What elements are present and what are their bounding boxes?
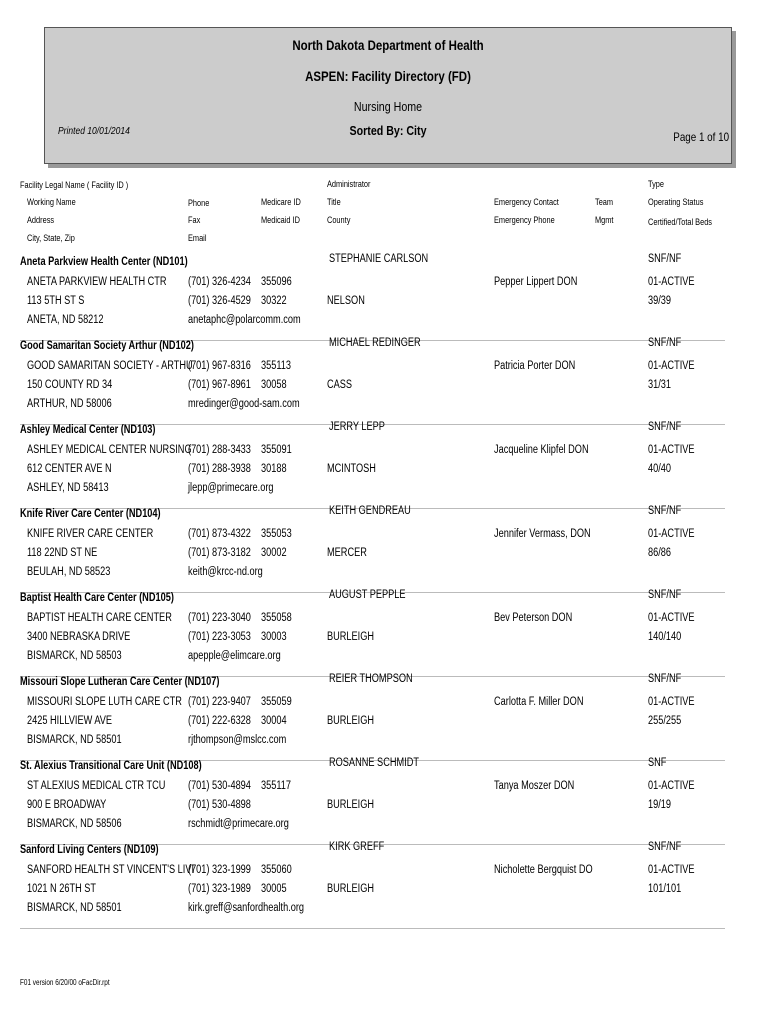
col-administrator: Administrator xyxy=(327,179,371,189)
city-state-zip: BISMARCK, ND 58501 xyxy=(27,902,122,914)
email: anetaphc@polarcomm.com xyxy=(188,314,301,326)
facility-legal-name: Ashley Medical Center (ND103) xyxy=(20,424,156,436)
certified-beds: 255/255 xyxy=(648,715,682,727)
address: 3400 NEBRASKA DRIVE xyxy=(27,631,131,643)
facility-legal-name: Missouri Slope Lutheran Care Center (ND107) xyxy=(20,676,220,688)
operating-status: 01-ACTIVE xyxy=(648,528,695,540)
medicaid-id: 30003 xyxy=(261,631,287,643)
medicaid-id: 30188 xyxy=(261,463,287,475)
emergency-contact: Jacqueline Klipfel DON xyxy=(494,444,589,456)
email: jlepp@primecare.org xyxy=(188,482,274,494)
medicare-id: 355053 xyxy=(261,528,292,540)
col-legal-name: Facility Legal Name ( Facility ID ) xyxy=(20,180,129,190)
email: mredinger@good-sam.com xyxy=(188,398,300,410)
city-state-zip: BISMARCK, ND 58501 xyxy=(27,734,122,746)
facility-type-code: SNF/NF xyxy=(648,421,682,433)
address: 2425 HILLVIEW AVE xyxy=(27,715,113,727)
certified-beds: 39/39 xyxy=(648,295,672,307)
medicaid-id: 30004 xyxy=(261,715,287,727)
administrator: ROSANNE SCHMIDT xyxy=(329,757,419,769)
phone: (701) 967-8316 xyxy=(188,360,251,372)
report-footer: F01 version 6/20/00 oFacDir.rpt xyxy=(20,978,110,987)
certified-beds: 140/140 xyxy=(648,631,682,643)
county: BURLEIGH xyxy=(327,883,375,895)
email: rschmidt@primecare.org xyxy=(188,818,289,830)
facility-type-code: SNF/NF xyxy=(648,589,682,601)
facility-record xyxy=(20,337,725,425)
emergency-contact: Bev Peterson DON xyxy=(494,612,573,624)
county: MCINTOSH xyxy=(327,463,376,475)
county: BURLEIGH xyxy=(327,715,375,727)
facility-legal-name: Good Samaritan Society Arthur (ND102) xyxy=(20,340,194,352)
county: CASS xyxy=(327,379,353,391)
working-name: ANETA PARKVIEW HEALTH CTR xyxy=(27,276,167,288)
city-state-zip: BEULAH, ND 58523 xyxy=(27,566,111,578)
phone: (701) 873-4322 xyxy=(188,528,251,540)
facility-type: Nursing Home xyxy=(353,99,423,114)
email: keith@krcc-nd.org xyxy=(188,566,263,578)
col-title: Title xyxy=(327,197,341,207)
administrator: STEPHANIE CARLSON xyxy=(329,253,429,265)
report-subtitle: ASPEN: Facility Directory (FD) xyxy=(305,68,471,84)
administrator: AUGUST PEPPLE xyxy=(329,589,406,601)
facility-legal-name: Aneta Parkview Health Center (ND101) xyxy=(20,256,188,268)
page-number: Page 1 of 10 xyxy=(673,130,729,144)
working-name: ASHLEY MEDICAL CENTER NURSING xyxy=(27,444,192,456)
fax: (701) 288-3938 xyxy=(188,463,251,475)
email: apepple@elimcare.org xyxy=(188,650,281,662)
emergency-contact: Patricia Porter DON xyxy=(494,360,576,372)
medicare-id: 355096 xyxy=(261,276,292,288)
county: BURLEIGH xyxy=(327,799,375,811)
col-emergency-contact: Emergency Contact xyxy=(494,197,559,207)
operating-status: 01-ACTIVE xyxy=(648,696,695,708)
col-mgmt: Mgmt xyxy=(595,215,614,225)
phone: (701) 223-3040 xyxy=(188,612,251,624)
printed-date: Printed 10/01/2014 xyxy=(58,126,130,137)
facility-record xyxy=(20,841,725,929)
city-state-zip: ANETA, ND 58212 xyxy=(27,314,104,326)
operating-status: 01-ACTIVE xyxy=(648,360,695,372)
facility-legal-name: Baptist Health Care Center (ND105) xyxy=(20,592,174,604)
medicare-id: 355113 xyxy=(261,360,292,372)
facility-type-code: SNF/NF xyxy=(648,505,682,517)
col-medicare-id: Medicare ID xyxy=(261,197,301,207)
medicare-id: 355117 xyxy=(261,780,292,792)
certified-beds: 19/19 xyxy=(648,799,672,811)
administrator: KEITH GENDREAU xyxy=(329,505,411,517)
email: kirk.greff@sanfordhealth.org xyxy=(188,902,305,914)
col-type: Type xyxy=(648,179,665,189)
address: 150 COUNTY RD 34 xyxy=(27,379,113,391)
emergency-contact: Carlotta F. Miller DON xyxy=(494,696,584,708)
medicaid-id: 30002 xyxy=(261,547,287,559)
phone: (701) 530-4894 xyxy=(188,780,251,792)
certified-beds: 40/40 xyxy=(648,463,672,475)
col-fax: Fax xyxy=(188,215,201,225)
col-operating-status: Operating Status xyxy=(648,197,704,207)
address: 900 E BROADWAY xyxy=(27,799,107,811)
administrator: REIER THOMPSON xyxy=(329,673,413,685)
phone: (701) 326-4234 xyxy=(188,276,251,288)
facility-type-code: SNF/NF xyxy=(648,253,682,265)
certified-beds: 101/101 xyxy=(648,883,682,895)
fax: (701) 530-4898 xyxy=(188,799,251,811)
col-city: City, State, Zip xyxy=(27,233,75,243)
facility-record xyxy=(20,505,725,593)
col-phone: Phone xyxy=(188,198,210,208)
fax: (701) 326-4529 xyxy=(188,295,251,307)
medicare-id: 355059 xyxy=(261,696,292,708)
emergency-contact: Tanya Moszer DON xyxy=(494,780,575,792)
working-name: BAPTIST HEALTH CARE CENTER xyxy=(27,612,172,624)
city-state-zip: BISMARCK, ND 58506 xyxy=(27,818,122,830)
working-name: GOOD SAMARITAN SOCIETY - ARTHU xyxy=(27,360,193,372)
medicaid-id: 30005 xyxy=(261,883,287,895)
administrator: KIRK GREFF xyxy=(329,841,385,853)
medicare-id: 355060 xyxy=(261,864,292,876)
col-working-name: Working Name xyxy=(27,197,76,207)
city-state-zip: ARTHUR, ND 58006 xyxy=(27,398,112,410)
facility-type-code: SNF/NF xyxy=(648,841,682,853)
address: 113 5TH ST S xyxy=(27,295,85,307)
facility-record xyxy=(20,421,725,509)
facility-type-code: SNF/NF xyxy=(648,337,682,349)
address: 612 CENTER AVE N xyxy=(27,463,112,475)
city-state-zip: ASHLEY, ND 58413 xyxy=(27,482,109,494)
medicaid-id: 30058 xyxy=(261,379,287,391)
working-name: MISSOURI SLOPE LUTH CARE CTR xyxy=(27,696,182,708)
operating-status: 01-ACTIVE xyxy=(648,276,695,288)
operating-status: 01-ACTIVE xyxy=(648,780,695,792)
phone: (701) 323-1999 xyxy=(188,864,251,876)
emergency-contact: Nicholette Bergquist DO xyxy=(494,864,593,876)
county: MERCER xyxy=(327,547,367,559)
facility-record xyxy=(20,589,725,677)
emergency-contact: Pepper Lippert DON xyxy=(494,276,578,288)
operating-status: 01-ACTIVE xyxy=(648,864,695,876)
administrator: JERRY LEPP xyxy=(329,421,385,433)
phone: (701) 223-9407 xyxy=(188,696,251,708)
report-header xyxy=(44,27,732,164)
medicaid-id: 30322 xyxy=(261,295,287,307)
administrator: MICHAEL REDINGER xyxy=(329,337,421,349)
col-emergency-phone: Emergency Phone xyxy=(494,215,555,225)
county: NELSON xyxy=(327,295,365,307)
working-name: SANFORD HEALTH ST VINCENT'S LIVI xyxy=(27,864,195,876)
certified-beds: 31/31 xyxy=(648,379,672,391)
col-medicaid-id: Medicaid ID xyxy=(261,215,300,225)
medicare-id: 355058 xyxy=(261,612,292,624)
col-team: Team xyxy=(595,197,614,207)
col-county: County xyxy=(327,215,351,225)
medicare-id: 355091 xyxy=(261,444,292,456)
email: rjthompson@mslcc.com xyxy=(188,734,287,746)
facility-type-code: SNF/NF xyxy=(648,673,682,685)
address: 118 22ND ST NE xyxy=(27,547,98,559)
facility-type-code: SNF xyxy=(648,757,667,769)
facility-record xyxy=(20,673,725,761)
col-address: Address xyxy=(27,215,55,225)
report-title: North Dakota Department of Health xyxy=(292,37,484,53)
working-name: KNIFE RIVER CARE CENTER xyxy=(27,528,154,540)
operating-status: 01-ACTIVE xyxy=(648,444,695,456)
county: BURLEIGH xyxy=(327,631,375,643)
phone: (701) 288-3433 xyxy=(188,444,251,456)
working-name: ST ALEXIUS MEDICAL CTR TCU xyxy=(27,780,166,792)
col-email: Email xyxy=(188,233,207,243)
col-certified-beds: Certified/Total Beds xyxy=(648,217,712,227)
city-state-zip: BISMARCK, ND 58503 xyxy=(27,650,122,662)
fax: (701) 967-8961 xyxy=(188,379,251,391)
fax: (701) 222-6328 xyxy=(188,715,251,727)
certified-beds: 86/86 xyxy=(648,547,672,559)
facility-legal-name: Sanford Living Centers (ND109) xyxy=(20,844,159,856)
fax: (701) 223-3053 xyxy=(188,631,251,643)
facility-legal-name: St. Alexius Transitional Care Unit (ND108) xyxy=(20,760,202,772)
address: 1021 N 26TH ST xyxy=(27,883,97,895)
facility-record xyxy=(20,253,725,341)
sort-order: Sorted By: City xyxy=(349,123,427,138)
facility-record xyxy=(20,757,725,845)
operating-status: 01-ACTIVE xyxy=(648,612,695,624)
emergency-contact: Jennifer Vermass, DON xyxy=(494,528,591,540)
fax: (701) 323-1989 xyxy=(188,883,251,895)
fax: (701) 873-3182 xyxy=(188,547,251,559)
facility-legal-name: Knife River Care Center (ND104) xyxy=(20,508,161,520)
